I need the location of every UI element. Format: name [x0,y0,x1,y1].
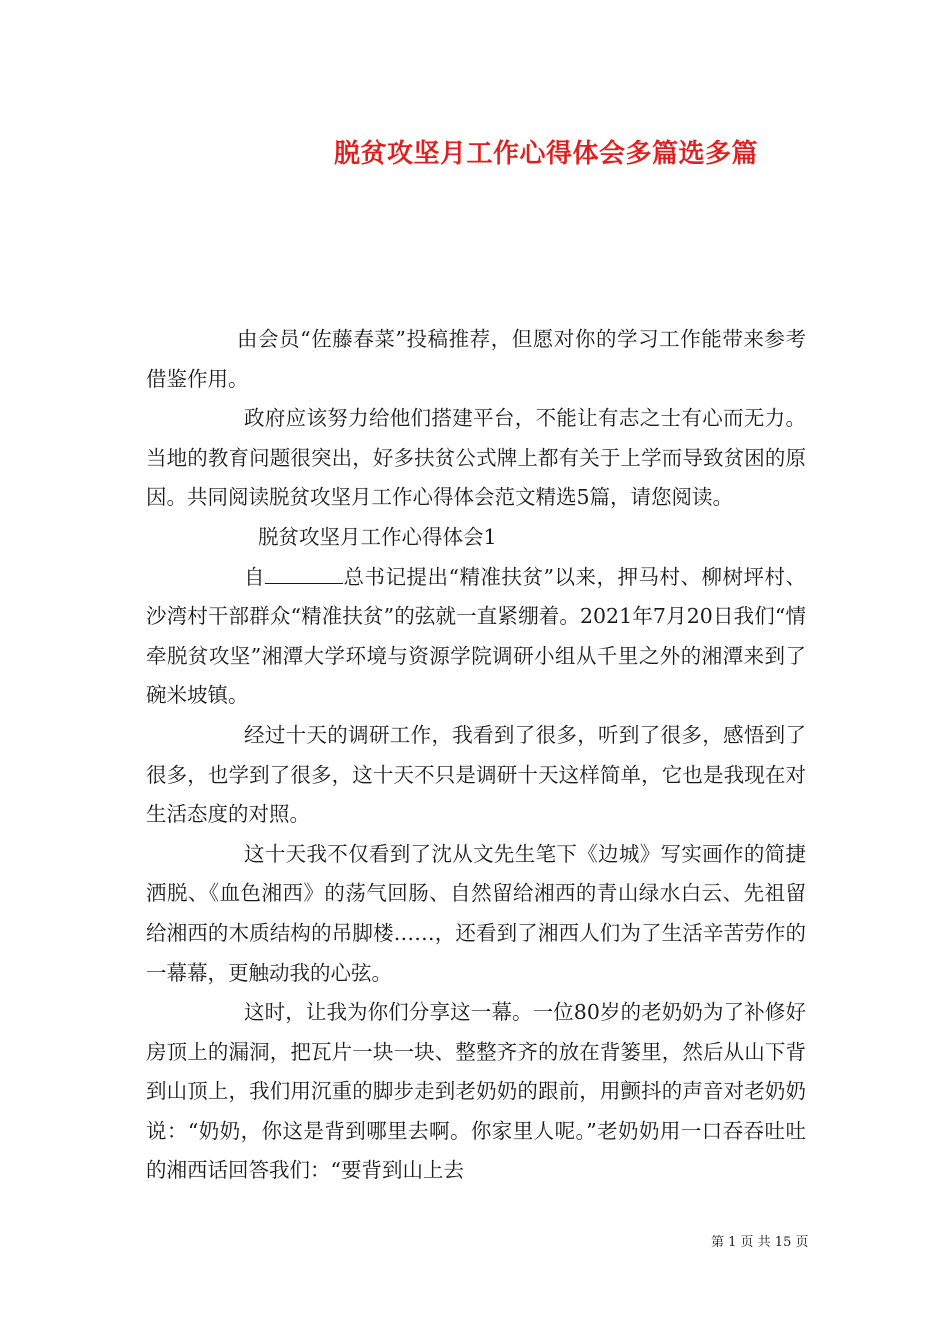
paragraph-4: 这十天我不仅看到了沈从文先生笔下《边城》写实画作的简捷洒脱、《血色湘西》的荡气回肠、自然留给湘西的青山绿水白云、先祖留给湘西的木质结构的吊脚楼……，还看到了湘西人们为了生活辛苦劳作的一幕幕，更触动我的心弦。 [146,841,806,985]
paragraph-2-text: 总书记提出“精准扶贫”以来，押马村、柳树坪村、沙湾村干部群众“精准扶贫”的弦就一直紧绷着。2021年7月20日我们“情牵脱贫攻坚”湘潭大学环境与资源学院调研小组从千里之外的湘潭来到了碗米坡镇。 [146,564,807,708]
redacted-blank [265,563,343,584]
page-number: 第 1 页 共 15 页 [711,1235,809,1250]
paragraph-1: 政府应该努力给他们搭建平台，不能让有志之士有心而无力。当地的教育问题很突出，好多扶贫公式牌上都有关于上学而导致贫困的原因。共同阅读脱贫攻坚月工作心得体会范文精选5篇，请您阅读。 [146,406,806,510]
paragraph-3: 经过十天的调研工作，我看到了很多，听到了很多，感悟到了很多，也学到了很多，这十天不只是调研十天这样简单，它也是我现在对生活态度的对照。 [146,722,806,827]
intro-paragraph: 由会员“佐藤春菜”投稿推荐，但愿对你的学习工作能带来参考借鉴作用。 [146,327,806,391]
paragraph-5: 这时，让我为你们分享这一幕。一位80岁的老奶奶为了补修好房顶上的漏洞，把瓦片一块一块、整整齐齐的放在背篓里，然后从山下背到山顶上，我们用沉重的脚步走到老奶奶的跟前，用颤抖的声音对老奶奶说：“奶奶，你这是背到哪里去啊。你家里人呢。”老奶奶用一口吞吞吐吐的湘西话回答我们：“要背到山上去 [146,1000,806,1183]
section-heading: 脱贫攻坚月工作心得体会1 [258,524,497,549]
paragraph-2 [146,558,806,716]
document-title: 脱贫攻坚月工作心得体会多篇选多篇 [334,139,759,169]
document-body [146,320,806,1191]
paragraph-2-prefix: 自 [244,564,266,589]
